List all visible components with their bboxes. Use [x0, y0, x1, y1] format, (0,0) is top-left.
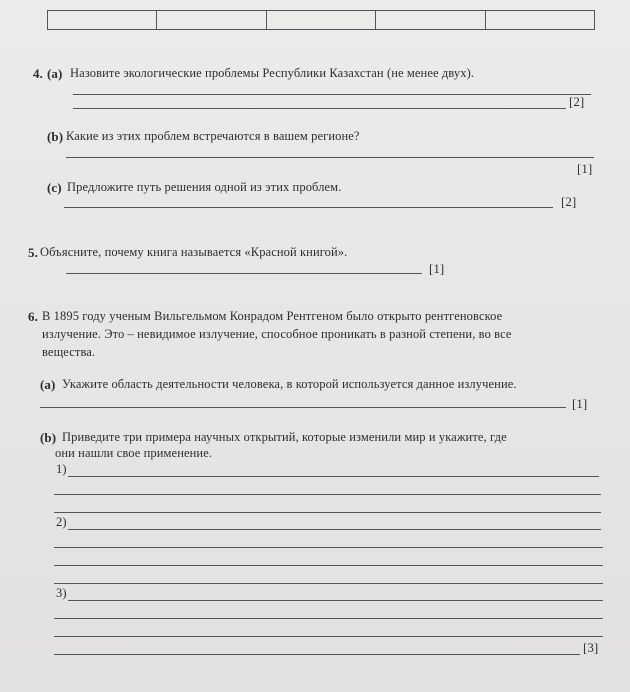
answer-line[interactable] — [68, 600, 603, 601]
item-3-label: 3) — [56, 586, 67, 600]
answer-line[interactable] — [54, 636, 603, 637]
q4c-label: (c) — [47, 180, 62, 195]
q6b-mark: [3] — [583, 640, 599, 655]
q4a-question: Назовите экологические проблемы Республики Казахстан (не менее двух). — [70, 66, 475, 80]
table-cell — [376, 11, 485, 29]
table-cell — [267, 11, 376, 29]
q6-intro-line3: вещества. — [42, 345, 96, 359]
q4c-question: Предложите путь решения одной из этих проблем. — [67, 180, 342, 194]
q4-number: 4. — [33, 66, 43, 81]
answer-line[interactable] — [68, 529, 601, 530]
answer-line[interactable] — [66, 157, 594, 158]
q4b-label: (b) — [47, 129, 64, 144]
table-cell — [486, 11, 594, 29]
answer-line[interactable] — [54, 654, 580, 655]
q5-mark: [1] — [429, 261, 445, 276]
q6-number: 6. — [28, 309, 38, 324]
answer-line[interactable] — [54, 494, 601, 495]
answer-line[interactable] — [54, 512, 601, 513]
answer-line[interactable] — [54, 547, 603, 548]
answer-line[interactable] — [54, 565, 603, 566]
q6-intro-line1: В 1895 году ученым Вильгельмом Конрадом Рентгеном было открыто рентгеновское — [42, 309, 503, 323]
answer-line[interactable] — [40, 407, 566, 408]
q6a-label: (a) — [40, 377, 56, 392]
q5-question: Объясните, почему книга называется «Красной книгой». — [40, 245, 348, 259]
table-cell — [157, 11, 266, 29]
answer-line[interactable] — [68, 476, 599, 477]
table-cell — [48, 11, 157, 29]
q6-intro-line2: излучение. Это – невидимое излучение, способное проникать в разной степени, во все — [42, 327, 512, 341]
q4a-mark: [2] — [569, 94, 585, 109]
answer-line[interactable] — [73, 94, 591, 95]
answer-table — [47, 10, 595, 30]
answer-line[interactable] — [54, 618, 603, 619]
q6a-question: Укажите область деятельности человека, в которой используется данное излучение. — [62, 377, 517, 391]
q4b-mark: [1] — [577, 161, 593, 176]
item-1-label: 1) — [56, 462, 67, 476]
q6b-question-line1: Приведите три примера научных открытий, которые изменили мир и укажите, где — [62, 430, 507, 444]
answer-line[interactable] — [73, 108, 566, 109]
q4b-question: Какие из этих проблем встречаются в вашем регионе? — [66, 129, 360, 143]
q6a-mark: [1] — [572, 396, 588, 411]
answer-line[interactable] — [66, 273, 422, 274]
q6b-question-line2: они нашли свое применение. — [55, 446, 213, 460]
q6b-label: (b) — [40, 430, 57, 445]
q5-number: 5. — [28, 245, 38, 260]
q4a-label: (a) — [47, 66, 63, 81]
item-2-label: 2) — [56, 515, 67, 529]
answer-line[interactable] — [54, 583, 603, 584]
q4c-mark: [2] — [561, 194, 577, 209]
answer-line[interactable] — [64, 207, 553, 208]
